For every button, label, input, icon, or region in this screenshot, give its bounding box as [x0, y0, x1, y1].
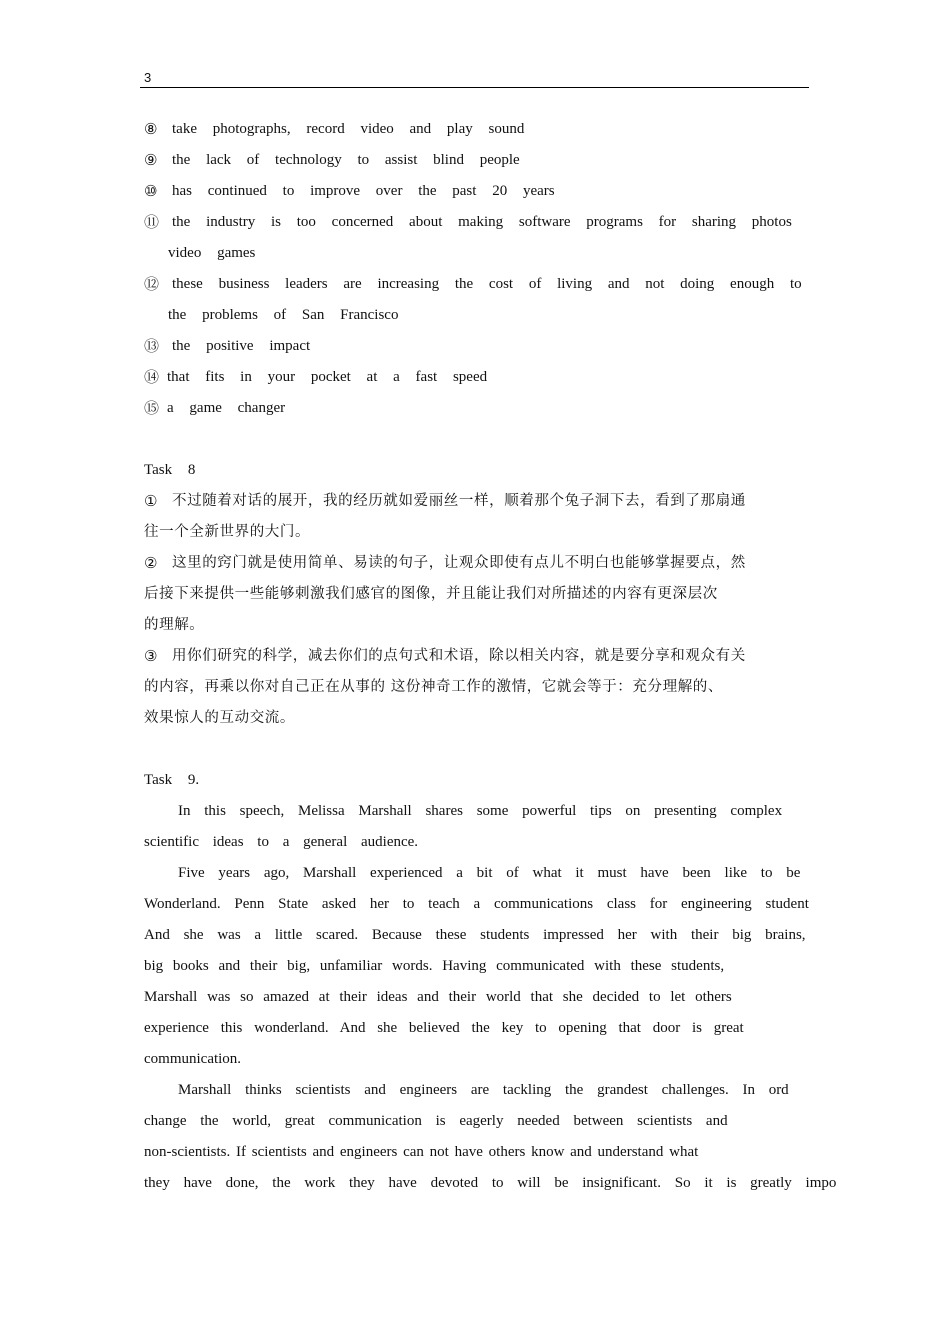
list-item — [144, 114, 950, 145]
spacer — [144, 424, 950, 455]
list-item — [144, 207, 950, 238]
list-item — [144, 176, 950, 207]
item-text: 的内容，再乘以你对自己正在从事的 这份神奇工作的激情，它就会等于：充分理解的、 — [144, 679, 724, 695]
item-number: ② — [144, 554, 158, 572]
page-number: 3 — [144, 70, 152, 85]
item-number: ⑭ — [144, 368, 160, 386]
item-number: ⑩ — [144, 182, 158, 200]
item-text: 不过随着对话的展开，我的经历就如爱丽丝一样，顺着那个兔子洞下去，看到了那扇通 — [172, 493, 746, 509]
list-item — [144, 393, 950, 424]
list-item — [144, 548, 950, 579]
task9-heading: Task 9. — [144, 772, 200, 788]
answer-list — [144, 114, 950, 424]
header-rule — [140, 87, 809, 88]
item-text: the industry is too concerned about making software programs for sharing photos — [172, 214, 792, 230]
paragraph-line: Wonderland. Penn State asked her to teach a communications class for engineering student — [144, 896, 809, 912]
item-text: 用你们研究的科学，减去你们的点句式和术语，除以相关内容，就是要分享和观众有关 — [172, 648, 746, 664]
list-item-continuation — [144, 610, 950, 641]
item-text: the problems of San Francisco — [168, 307, 399, 323]
paragraph-line: change the world, great communication is eagerly needed between scientists and — [144, 1113, 728, 1129]
list-item-continuation — [144, 579, 950, 610]
list-item — [144, 331, 950, 362]
list-item — [144, 486, 950, 517]
list-item-continuation — [144, 238, 950, 269]
list-item-continuation — [144, 672, 950, 703]
list-item — [144, 362, 950, 393]
item-text: take photographs, record video and play sound — [172, 121, 525, 137]
paragraph-line: In this speech, Melissa Marshall shares some powerful tips on presenting complex — [178, 803, 783, 819]
item-text: 往一个全新世界的大门。 — [144, 524, 311, 540]
item-number: ⑫ — [144, 275, 160, 293]
item-number: ⑪ — [144, 213, 160, 231]
task8-heading: Task 8 — [144, 462, 196, 478]
item-text: 效果惊人的互动交流。 — [144, 710, 295, 726]
paragraph-line: Five years ago, Marshall experienced a bit of what it must have been like to be — [178, 865, 801, 881]
item-number: ⑧ — [144, 120, 158, 138]
item-text: that fits in your pocket at a fast speed — [167, 369, 488, 385]
list-item — [144, 145, 950, 176]
item-text: the lack of technology to assist blind people — [172, 152, 520, 168]
paragraph-line: big books and their big, unfamiliar words. Having communicated with these students, — [144, 958, 725, 974]
paragraph-line: scientific ideas to a general audience. — [144, 834, 419, 850]
task8-section — [144, 455, 950, 734]
paragraph-line: And she was a little scared. Because these students impressed her with their big brains, — [144, 927, 806, 943]
paragraph — [144, 858, 950, 1075]
list-item-continuation — [144, 517, 950, 548]
paragraph-line: non-scientists. If scientists and engineers can not have others know and understand what — [144, 1144, 699, 1160]
paragraph-line: they have done, the work they have devoted to will be insignificant. So it is greatly impo — [144, 1175, 837, 1191]
document-body — [144, 114, 950, 1199]
item-text: a game changer — [167, 400, 286, 416]
paragraph — [144, 1075, 950, 1199]
list-item-continuation — [144, 703, 950, 734]
item-text: 的理解。 — [144, 617, 205, 633]
item-text: 后接下来提供一些能够刺激我们感官的图像，并且能让我们对所描述的内容有更深层次 — [144, 586, 718, 602]
item-text: 这里的窍门就是使用简单、易读的句子，让观众即使有点儿不明白也能够掌握要点，然 — [172, 555, 746, 571]
item-text: has continued to improve over the past 20 years — [172, 183, 555, 199]
list-item-continuation — [144, 300, 950, 331]
item-text: the positive impact — [172, 338, 311, 354]
item-number: ⑨ — [144, 151, 158, 169]
paragraph-line: Marshall was so amazed at their ideas and their world that she decided to let others — [144, 989, 732, 1005]
item-number: ⑮ — [144, 399, 160, 417]
list-item — [144, 641, 950, 672]
paragraph-line: communication. — [144, 1051, 242, 1067]
task9-section — [144, 765, 950, 1199]
list-item — [144, 269, 950, 300]
paragraph — [144, 796, 950, 858]
item-number: ⑬ — [144, 337, 160, 355]
item-text: these business leaders are increasing the cost of living and not doing enough to — [172, 276, 802, 292]
item-text: video games — [168, 245, 256, 261]
spacer — [144, 734, 950, 765]
paragraph-line: Marshall thinks scientists and engineers are tackling the grandest challenges. In ord — [178, 1082, 789, 1098]
paragraph-line: experience this wonderland. And she believed the key to opening that door is great — [144, 1020, 744, 1036]
item-number: ③ — [144, 647, 158, 665]
item-number: ① — [144, 492, 158, 510]
